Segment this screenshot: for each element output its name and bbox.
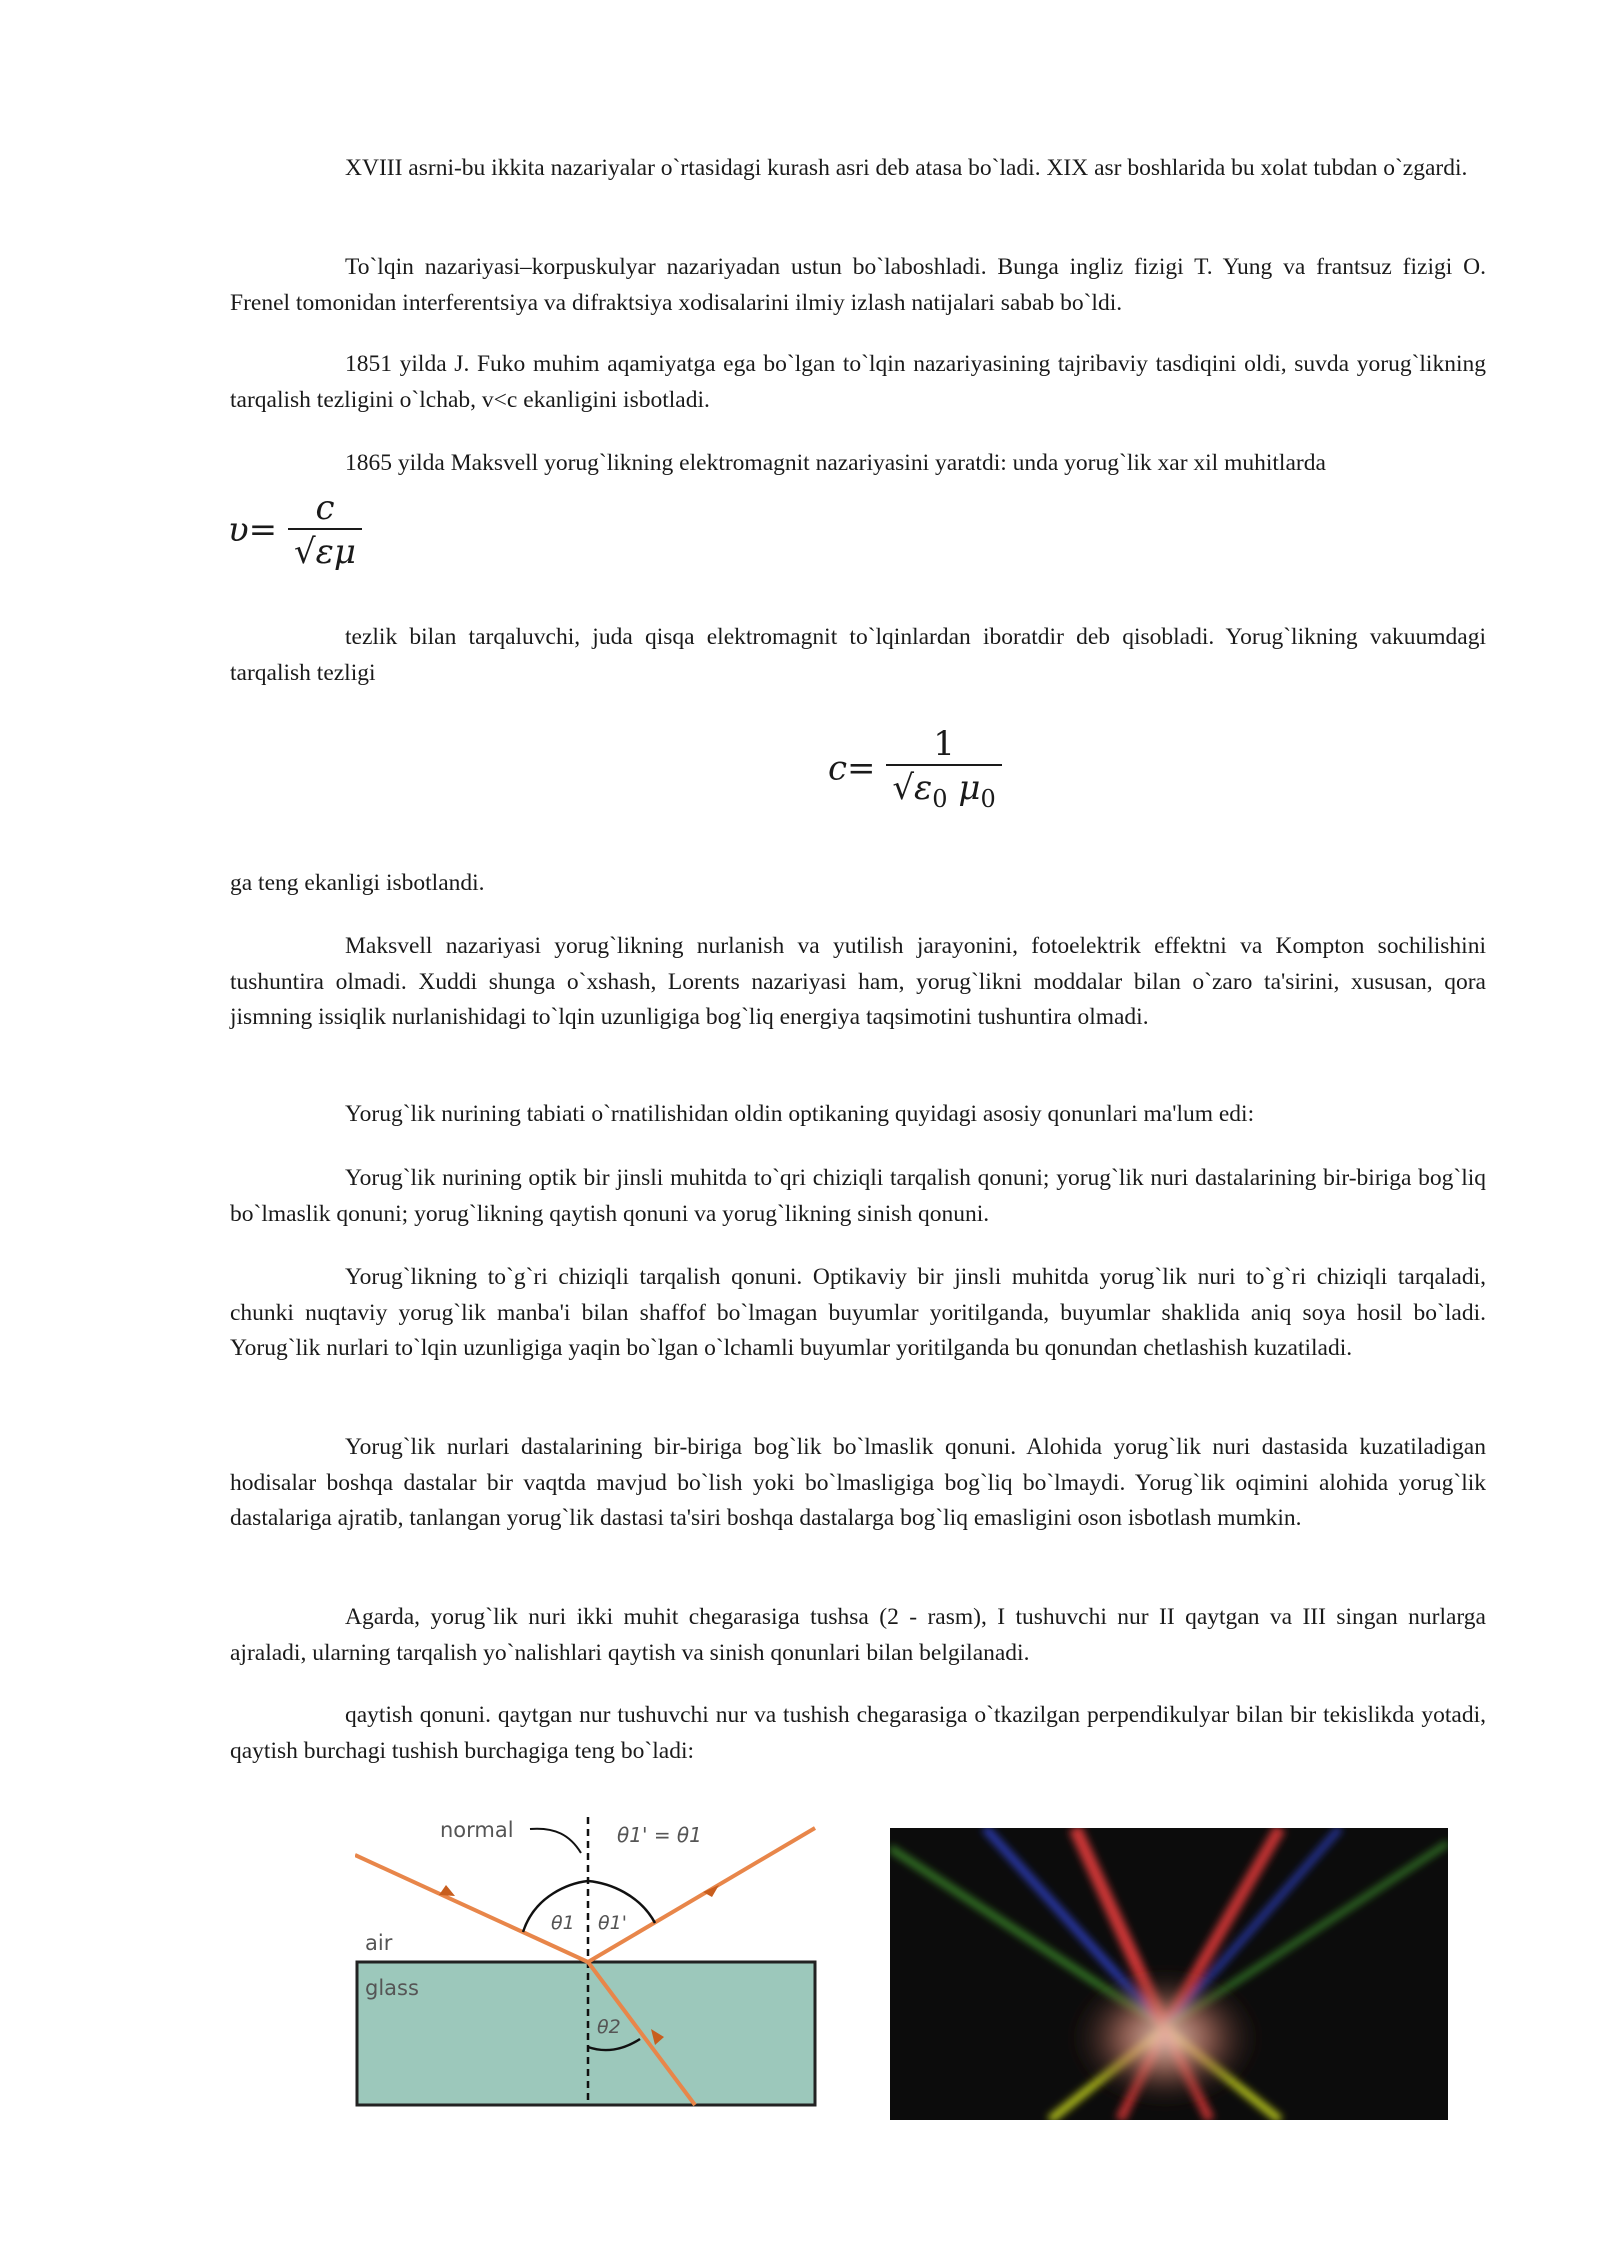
formula-velocity-numerator: c — [315, 488, 335, 528]
formula-velocity-lhs: υ= — [228, 510, 278, 550]
epsilon-symbol: ε — [914, 768, 933, 808]
mu-subscript: 0 — [980, 784, 996, 813]
equal-angles-label: θ1' = θ1 — [617, 1823, 702, 1847]
paragraph-4: 1865 yilda Maksvell yorug`likning elektromagnit nazariyasini yaratdi: unda yorug`lik xar xil muhitlarda — [345, 450, 1326, 476]
formula-light-speed-lhs: c= — [828, 748, 876, 789]
formula-light-speed-numerator: 1 — [933, 724, 955, 764]
refraction-diagram-svg — [355, 1815, 820, 2107]
theta2-label: θ2 — [597, 2016, 621, 2038]
air-label: air — [365, 1931, 393, 1955]
formula-velocity — [228, 488, 362, 572]
normal-label: normal — [440, 1818, 514, 1842]
mu-symbol: μ — [958, 768, 981, 808]
paragraph-12: Agarda, yorug`lik nuri ikki muhit chegarasiga tushsa (2 - rasm), I tushuvchi nur II qaytgan va III singan nurlarga ajraladi, ularning tarqalish yo`nalishlari qaytish va sinish qonunlari bilan belgilanadi. — [230, 1604, 1486, 1666]
paragraph-5: tezlik bilan tarqaluvchi, juda qisqa elektromagnit to`lqinlardan iboratdir deb qisobladi. Yorug`likning vakuumdagi tarqalish tezligi — [230, 624, 1486, 686]
paragraph-1: XVIII asrni-bu ikkita nazariyalar o`rtasidagi kurash asri deb atasa bo`ladi. XIX asr boshlarida bu xolat tubdan o`zgardi. — [345, 155, 1468, 181]
incident-arrow — [439, 1885, 455, 1896]
glass-block — [357, 1962, 815, 2105]
refraction-diagram — [355, 1815, 820, 2107]
sqrt-symbol: √ — [892, 768, 915, 808]
paragraph-11: Yorug`lik nurlari dastalarining bir-biriga bog`lik bo`lmaslik qonuni. Alohida yorug`lik nuri dastasida kuzatiladigan hodisalar boshqa dastalar bir vaqtda mavjud bo`lish yoki bo`lmasligiga bog`liq bo`lmaydi. Yorug`lik oqimini alohida yorug`lik dastalariga ajratib, tanlangan yorug`lik dastasi ta'siri boshqa dastalarga bog`liq emasligini oson isbotlash mumkin. — [230, 1434, 1486, 1531]
paragraph-8: Yorug`lik nurining tabiati o`rnatilishidan oldin optikaning quyidagi asosiy qonunlari ma'lum edi: — [345, 1101, 1255, 1127]
reflected-ray — [588, 1828, 815, 1962]
formula-velocity-denominator — [288, 528, 362, 572]
paragraph-9: Yorug`lik nurining optik bir jinsli muhitda to`qri chiziqli tarqalish qonuni; yorug`lik nuri dastalarining bir-biriga bog`liq bo`lmaslik qonuni; yorug`likning qaytish qonuni va yorug`likning sinish qonuni. — [230, 1165, 1486, 1227]
paragraph-13: qaytish qonuni. qaytgan nur tushuvchi nur va tushish chegarasiga o`tkazilgan perpendikulyar bilan bir tekislikda yotadi, qaytish burchagi tushish burchagiga teng bo`ladi: — [230, 1702, 1486, 1764]
formula-light-speed-denominator — [886, 764, 1001, 813]
formula-velocity-den-text: εμ — [315, 532, 356, 572]
epsilon-subscript: 0 — [932, 784, 948, 813]
normal-pointer — [530, 1829, 581, 1853]
formula-velocity-fraction — [288, 488, 362, 572]
paragraph-7: Maksvell nazariyasi yorug`likning nurlanish va yutilish jarayonini, fotoelektrik effektni va Kompton sochilishini tushuntira olmadi. Xuddi shunga o`xshash, Lorents nazariyasi ham, yorug`likni moddalar bilan o`zaro ta'sirini, xususan, qora jismning issiqlik nurlanishidagi to`lqin uzunligiga bog`liq energiya taqsimotini tushuntira olmadi. — [230, 933, 1486, 1030]
paragraph-10: Yorug`likning to`g`ri chiziqli tarqalish qonuni. Optikaviy bir jinsli muhitda yorug`lik nuri to`g`ri chiziqli tarqaladi, chunki nuqtaviy yorug`lik manba'i bilan shaffof bo`lmagan buyumlar yoritilganda, buyumlar shaklida aniq soya hosil bo`ladi. Yorug`lik nurlari to`lqin uzunligiga yaqin bo`lgan o`lchamli buyumlar yoritilganda bu qonundan chetlashish kuzatiladi. — [230, 1264, 1486, 1361]
paragraph-3: 1851 yilda J. Fuko muhim aqamiyatga ega bo`lgan to`lqin nazariyasining tajribaviy tasdiqini oldi, suvda yorug`likning tarqalish tezligini o`lchab, v<c ekanligini isbotladi. — [230, 351, 1486, 413]
formula-light-speed-fraction — [886, 724, 1001, 813]
paragraph-6: ga teng ekanligi isbotlandi. — [230, 870, 485, 896]
reflected-arrow — [703, 1885, 719, 1897]
light-beams-svg — [890, 1828, 1448, 2120]
sqrt-symbol: √ — [293, 532, 316, 572]
glass-blob — [1070, 1970, 1260, 2106]
paragraph-2: To`lqin nazariyasi–korpuskulyar nazariyadan ustun bo`laboshladi. Bunga ingliz fizigi T. Yung va frantsuz fizigi O. Frenel tomonidan interferentsiya va difraktsiya xodisalarini ilmiy izlash natijalari sabab bo`ldi. — [230, 254, 1486, 316]
theta1p-label: θ1' — [598, 1912, 627, 1934]
theta1-label: θ1 — [551, 1912, 575, 1934]
formula-light-speed — [828, 724, 1002, 813]
glass-label: glass — [365, 1976, 419, 2000]
light-beams-photo — [890, 1828, 1448, 2120]
